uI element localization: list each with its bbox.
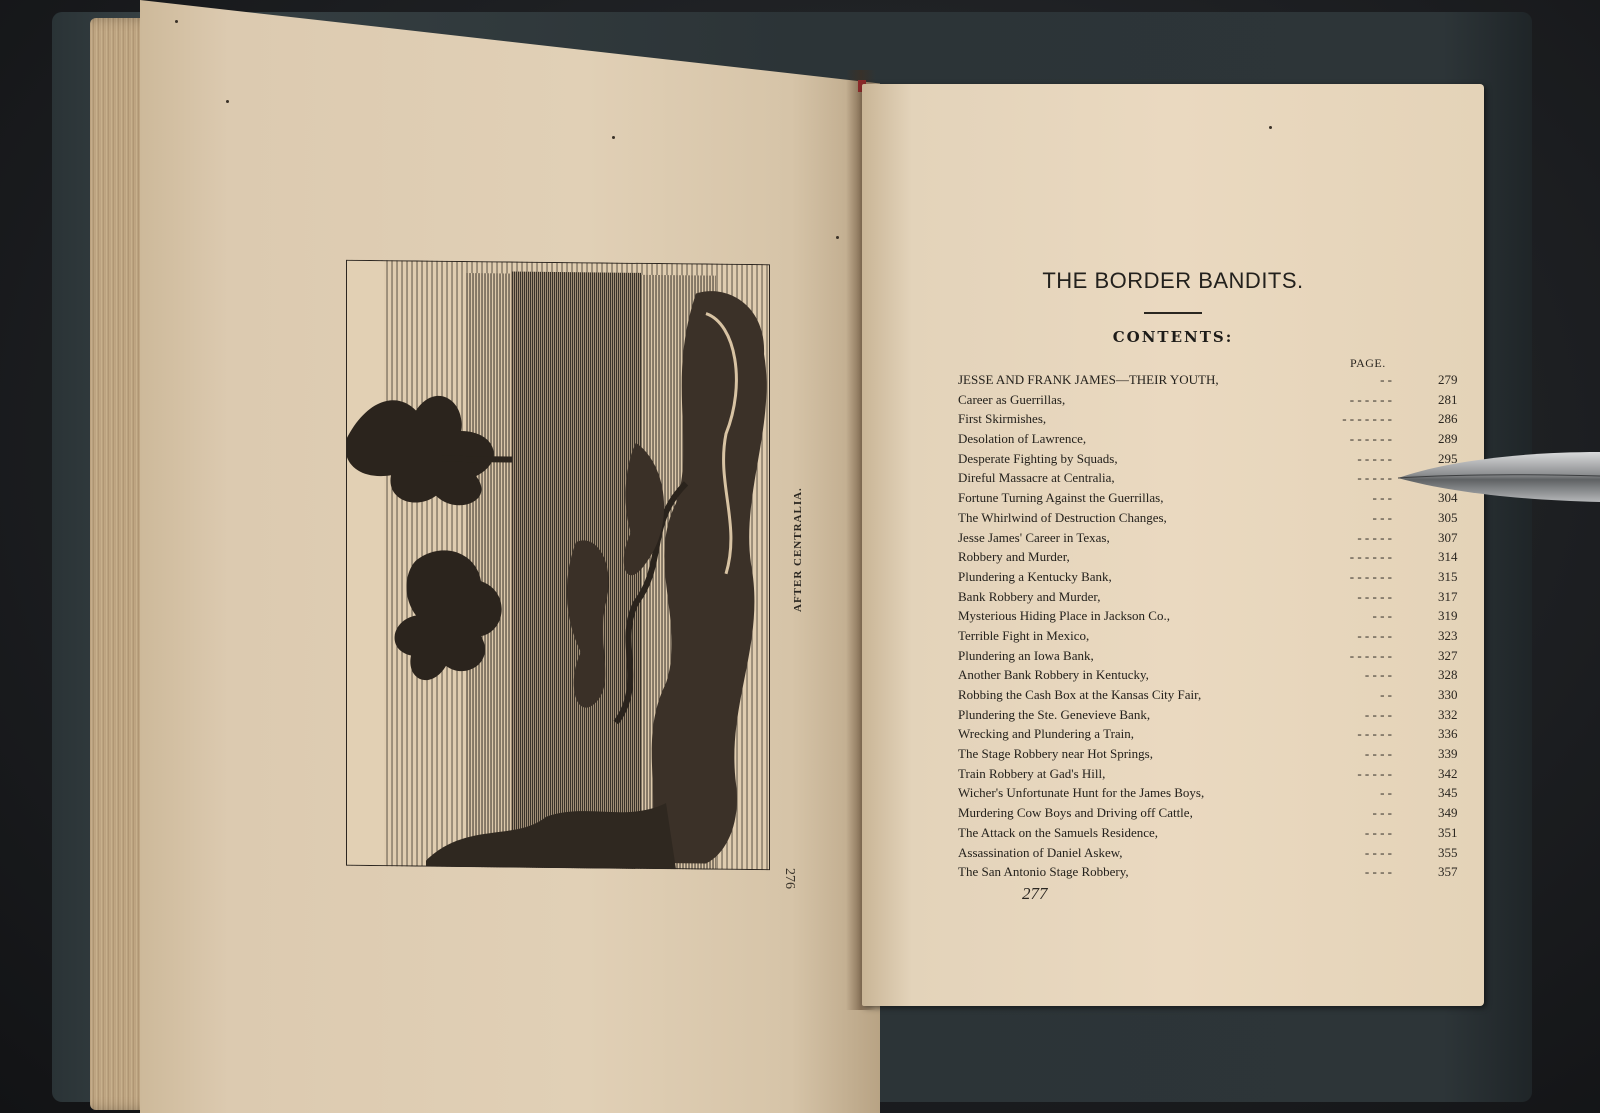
toc-entry-title: Train Robbery at Gad's Hill, [958,765,1106,781]
toc-entry-leader: - - - - - [1357,765,1392,781]
toc-entry-page: 339 [1438,746,1458,762]
toc-entry [958,411,1458,431]
toc-entry [958,549,1458,569]
toc-entry [958,805,1458,825]
toc-entry [958,391,1458,412]
toc-entry-page: 327 [1438,647,1458,663]
toc-entry-leader: - - - - - - - [1342,411,1392,427]
toc-entry-title: Wicher's Unfortunate Hunt for the James Boys, [958,785,1205,801]
toc-entry [958,647,1458,668]
letter-opener-icon [1398,446,1600,506]
toc-entry-page: 289 [1438,431,1458,447]
toc-entry-title: Robbery and Murder, [958,549,1070,565]
toc-entry [958,608,1458,628]
toc-entry [958,746,1458,766]
toc-entry-title: Another Bank Robbery in Kentucky, [958,667,1149,683]
toc-entry-page: 342 [1438,765,1458,781]
toc-entry-title: Desolation of Lawrence, [958,431,1087,447]
paper-speck [1269,126,1272,129]
toc-entry-page: 286 [1438,411,1458,427]
toc-entry [958,726,1458,746]
toc-entry-title: The Attack on the Samuels Residence, [958,824,1159,840]
toc-entry-page: 351 [1438,824,1458,840]
toc-entry-page: 345 [1438,785,1458,801]
paper-speck [226,100,229,103]
right-page [862,84,1484,1006]
toc-entry-title: Wrecking and Plundering a Train, [958,726,1135,742]
toc-entry-leader: - - [1380,372,1392,387]
toc-entry-leader: - - - - - - [1349,647,1392,663]
toc-entry-leader: - - - - [1364,667,1392,683]
right-page-number: 277 [1022,884,1048,903]
toc-entry-leader: - - - - - - [1349,431,1392,447]
toc-entry-leader: - - - - - - [1349,391,1392,407]
toc-entry [958,372,1458,392]
toc-entry-page: 307 [1438,529,1458,545]
toc-entry [958,431,1458,451]
toc-entry-title: Bank Robbery and Murder, [958,588,1101,604]
toc-entry-page: 323 [1438,627,1458,643]
toc-entry-page: 319 [1438,608,1458,624]
toc-entry-page: 330 [1438,687,1458,702]
toc-entry-page: 281 [1438,391,1458,407]
illustration-caption: AFTER CENTRALIA. [792,487,804,612]
toc-entry-title: Plundering a Kentucky Bank, [958,568,1112,584]
toc-entry-leader: - - - - - [1357,726,1392,742]
toc-entry [958,588,1458,609]
toc-entry-page: 295 [1438,450,1458,466]
toc-entry-title: Mysterious Hiding Place in Jackson Co., [958,608,1170,624]
toc-entry-leader: - - - [1372,509,1392,525]
toc-entry-page: 357 [1438,864,1458,880]
toc-entry-title: Desperate Fighting by Squads, [958,450,1118,466]
left-page-number: 276 [782,868,797,889]
toc-entry-leader: - - - - - [1357,627,1392,643]
toc-entry [958,529,1458,550]
toc-entry-leader: - - - [1372,608,1392,624]
toc-entry-title: Terrible Fight in Mexico, [958,627,1090,643]
toc-entry-page: 349 [1438,805,1458,821]
toc-entry-page: 279 [1438,372,1458,387]
toc-entry-leader: - - - [1372,490,1392,506]
toc-entry-title: Plundering an Iowa Bank, [958,647,1094,663]
toc-entry-leader: - - [1380,687,1392,702]
toc-entry-page: 317 [1438,588,1458,604]
toc-entry-page: 314 [1438,549,1458,565]
toc-entry [958,450,1458,471]
toc-entry-leader: - - - - [1364,844,1392,860]
toc-entry-leader: - - - - [1364,864,1392,880]
toc-entry [958,785,1458,805]
toc-entry-page: 304 [1438,490,1458,506]
toc-entry-title: Plundering the Ste. Genevieve Bank, [958,706,1151,722]
toc-entry-title: Career as Guerrillas, [958,391,1066,407]
title-rule [1144,312,1202,314]
toc-entry [958,667,1458,687]
page-column-label: PAGE. [1350,356,1386,370]
toc-entry-title: JESSE AND FRANK JAMES—THEIR YOUTH, [958,372,1219,387]
toc-entry-page: 355 [1438,844,1458,860]
toc-entry-leader: - - - - - [1357,470,1392,486]
toc-entry [958,864,1458,884]
contents-heading: CONTENTS: [1112,328,1234,346]
toc-entry-title: Jesse James' Career in Texas, [958,529,1110,545]
toc-entry [958,844,1458,865]
toc-entry-leader: - - - - - - [1349,568,1392,584]
toc-entry-title: The San Antonio Stage Robbery, [958,864,1129,880]
toc-entry-page: 332 [1438,706,1458,722]
toc-entry [958,706,1458,727]
toc-entry-title: Robbing the Cash Box at the Kansas City Fair, [958,687,1202,702]
paper-speck [612,136,615,139]
toc-entry-leader: - - - [1372,805,1392,821]
toc-entry [958,509,1458,530]
table-of-contents [958,372,1458,884]
toc-entry-page: 315 [1438,568,1458,584]
book-title: THE BORDER BANDITS. [1042,268,1304,293]
toc-entry [958,470,1392,490]
paper-speck [175,20,178,23]
letter-opener-icon [1398,446,1600,506]
toc-entry-title: The Stage Robbery near Hot Springs, [958,746,1153,762]
toc-entry-page: 305 [1438,509,1458,525]
toc-entry-page: 336 [1438,726,1458,742]
toc-entry [958,627,1458,648]
toc-entry-title: Murdering Cow Boys and Driving off Cattle, [958,805,1193,821]
toc-entry-title: Direful Massacre at Centralia, [958,470,1115,486]
toc-entry-title: First Skirmishes, [958,411,1047,427]
toc-entry-page: 328 [1438,667,1458,683]
toc-entry-title: Fortune Turning Against the Guerrillas, [958,490,1164,506]
toc-entry-leader: - - - - - [1357,450,1392,466]
toc-entry-title: The Whirlwind of Destruction Changes, [958,509,1167,525]
engraving-landscape-icon [346,260,770,870]
toc-entry-title: Assassination of Daniel Askew, [958,844,1123,860]
toc-entry [958,824,1458,845]
toc-entry [958,568,1458,589]
toc-entry-leader: - - - - [1364,824,1392,840]
toc-entry-leader: - - - - - - [1349,549,1392,565]
toc-entry-leader: - - - - [1364,746,1392,762]
toc-entry [958,765,1458,786]
toc-entry-leader: - - - - - [1357,588,1392,604]
toc-entry-leader: - - - - [1364,706,1392,722]
toc-entry-leader: - - [1380,785,1392,801]
toc-entry [958,687,1458,707]
engraving-landscape-icon [346,260,770,870]
toc-entry [958,490,1458,510]
paper-speck [836,236,839,239]
toc-entry-leader: - - - - - [1357,529,1392,545]
